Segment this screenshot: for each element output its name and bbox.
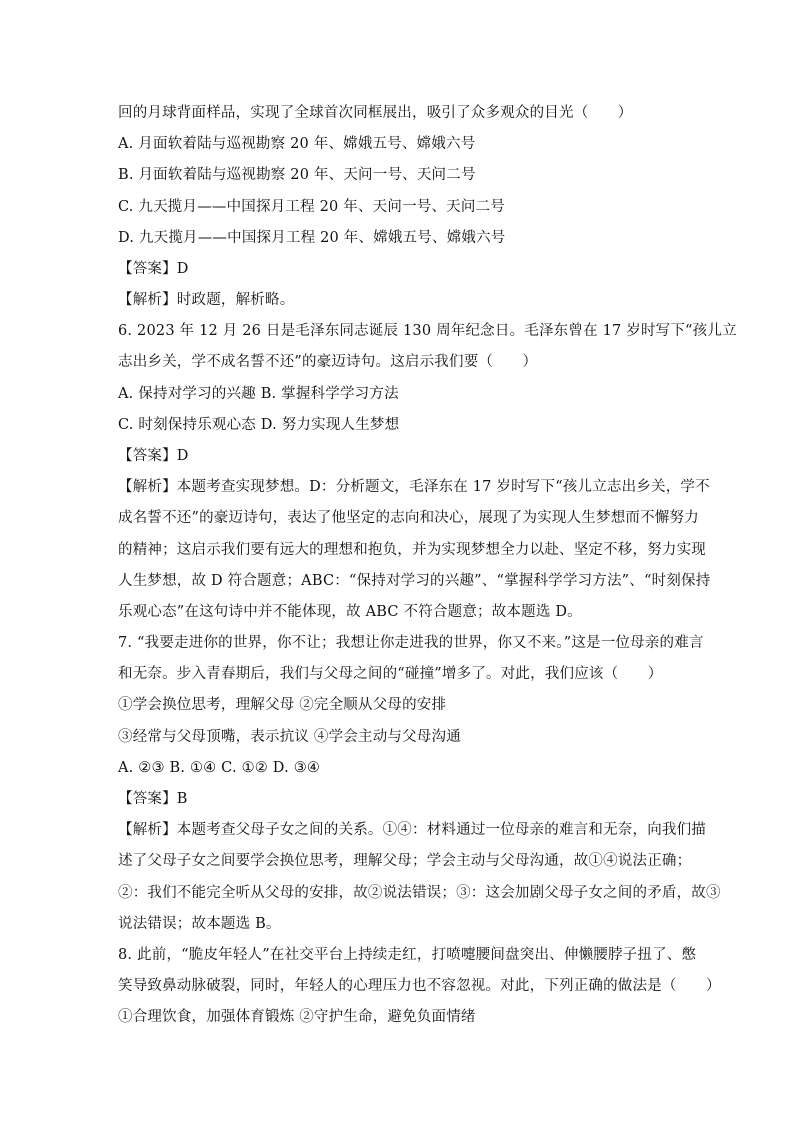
q7-analysis-line-4: 说法错误；故本题选 B。 <box>118 916 281 932</box>
q7-stem-line-2: 和无奈。步入青春期后，我们与父母之间的“碰撞”增多了。对此，我们应该（ ） <box>118 666 663 682</box>
q6-options-cd: C. 时刻保持乐观心态 D. 努力实现人生梦想 <box>118 417 400 433</box>
q7-answer: 【答案】B <box>118 791 188 807</box>
q6-analysis-line-2: 成名誓不还”的豪迈诗句，表达了他坚定的志向和决心，展现了为实现人生梦想而不懈努力 <box>118 510 699 526</box>
q5-answer: 【答案】D <box>118 261 189 277</box>
q6-stem-line-1: 6. 2023 年 12 月 26 日是毛泽东同志诞辰 130 周年纪念日。毛泽东曾在 17 岁时写下“孩儿立 <box>118 323 737 339</box>
question-5-stem-continuation: 回的月球背面样品，实现了全球首次同框展出，吸引了众多观众的目光（ ） <box>118 105 633 121</box>
q6-analysis-line-1: 【解析】本题考查实现梦想。D：分析题文，毛泽东在 17 岁时写下“孩儿立志出乡关，学不 <box>118 479 710 495</box>
q6-options-ab: A. 保持对学习的兴趣 B. 掌握科学学习方法 <box>118 386 399 402</box>
q6-answer: 【答案】D <box>118 448 189 464</box>
q7-analysis-line-2: 述了父母子女之间要学会换位思考，理解父母；学会主动与父母沟通，故①④说法正确； <box>118 853 692 869</box>
q5-option-d: D. 九天揽月——中国探月工程 20 年、嫦娥五号、嫦娥六号 <box>118 230 506 246</box>
q6-stem-line-2: 志出乡关，学不成名誓不还”的豪迈诗句。这启示我们要（ ） <box>118 354 538 370</box>
q5-analysis: 【解析】时政题，解析略。 <box>118 292 295 308</box>
q5-option-a: A. 月面软着陆与巡视勘察 20 年、嫦娥五号、嫦娥六号 <box>118 136 476 152</box>
q6-analysis-line-4: 人生梦想，故 D 符合题意；ABC：“保持对学习的兴趣”、“掌握科学学习方法”、“时刻保持 <box>118 573 711 589</box>
q7-analysis-line-1: 【解析】本题考查父母子女之间的关系。①④：材料通过一位母亲的难言和无奈，向我们描 <box>118 822 706 838</box>
q6-analysis-line-3: 的精神；这启示我们要有远大的理想和抱负，并为实现梦想全力以赴、坚定不移，努力实现 <box>118 542 706 558</box>
q7-statements-12: ①学会换位思考，理解父母 ②完全顺从父母的安排 <box>118 697 447 713</box>
q7-options: A. ②③ B. ①④ C. ①② D. ③④ <box>118 760 321 776</box>
q6-analysis-line-5: 乐观心态”在这句诗中并不能体现，故 ABC 不符合题意；故本题选 D。 <box>118 604 582 620</box>
q7-analysis-line-3: ②：我们不能完全听从父母的安排，故②说法错误；③：这会加剧父母子女之间的矛盾，故③ <box>118 885 721 901</box>
q7-statements-34: ③经常与父母顶嘴，表示抗议 ④学会主动与父母沟通 <box>118 729 461 745</box>
q7-stem-line-1: 7. “我要走进你的世界，你不让；我想让你走进我的世界，你又不来。”这是一位母亲的难言 <box>118 635 704 651</box>
q5-option-c: C. 九天揽月——中国探月工程 20 年、天问一号、天问二号 <box>118 199 505 215</box>
q8-statements-12: ①合理饮食，加强体育锻炼 ②守护生命，避免负面情绪 <box>118 1009 476 1025</box>
q5-option-b: B. 月面软着陆与巡视勘察 20 年、天问一号、天问二号 <box>118 167 476 183</box>
q8-stem-line-2: 笑导致鼻动脉破裂，同时，年轻人的心理压力也不容忽视。对此，下列正确的做法是（ ） <box>118 978 721 994</box>
q8-stem-line-1: 8. 此前，“脆皮年轻人”在社交平台上持续走红，打喷嚏腰间盘突出、伸懒腰脖子扭了、憋 <box>118 947 697 963</box>
